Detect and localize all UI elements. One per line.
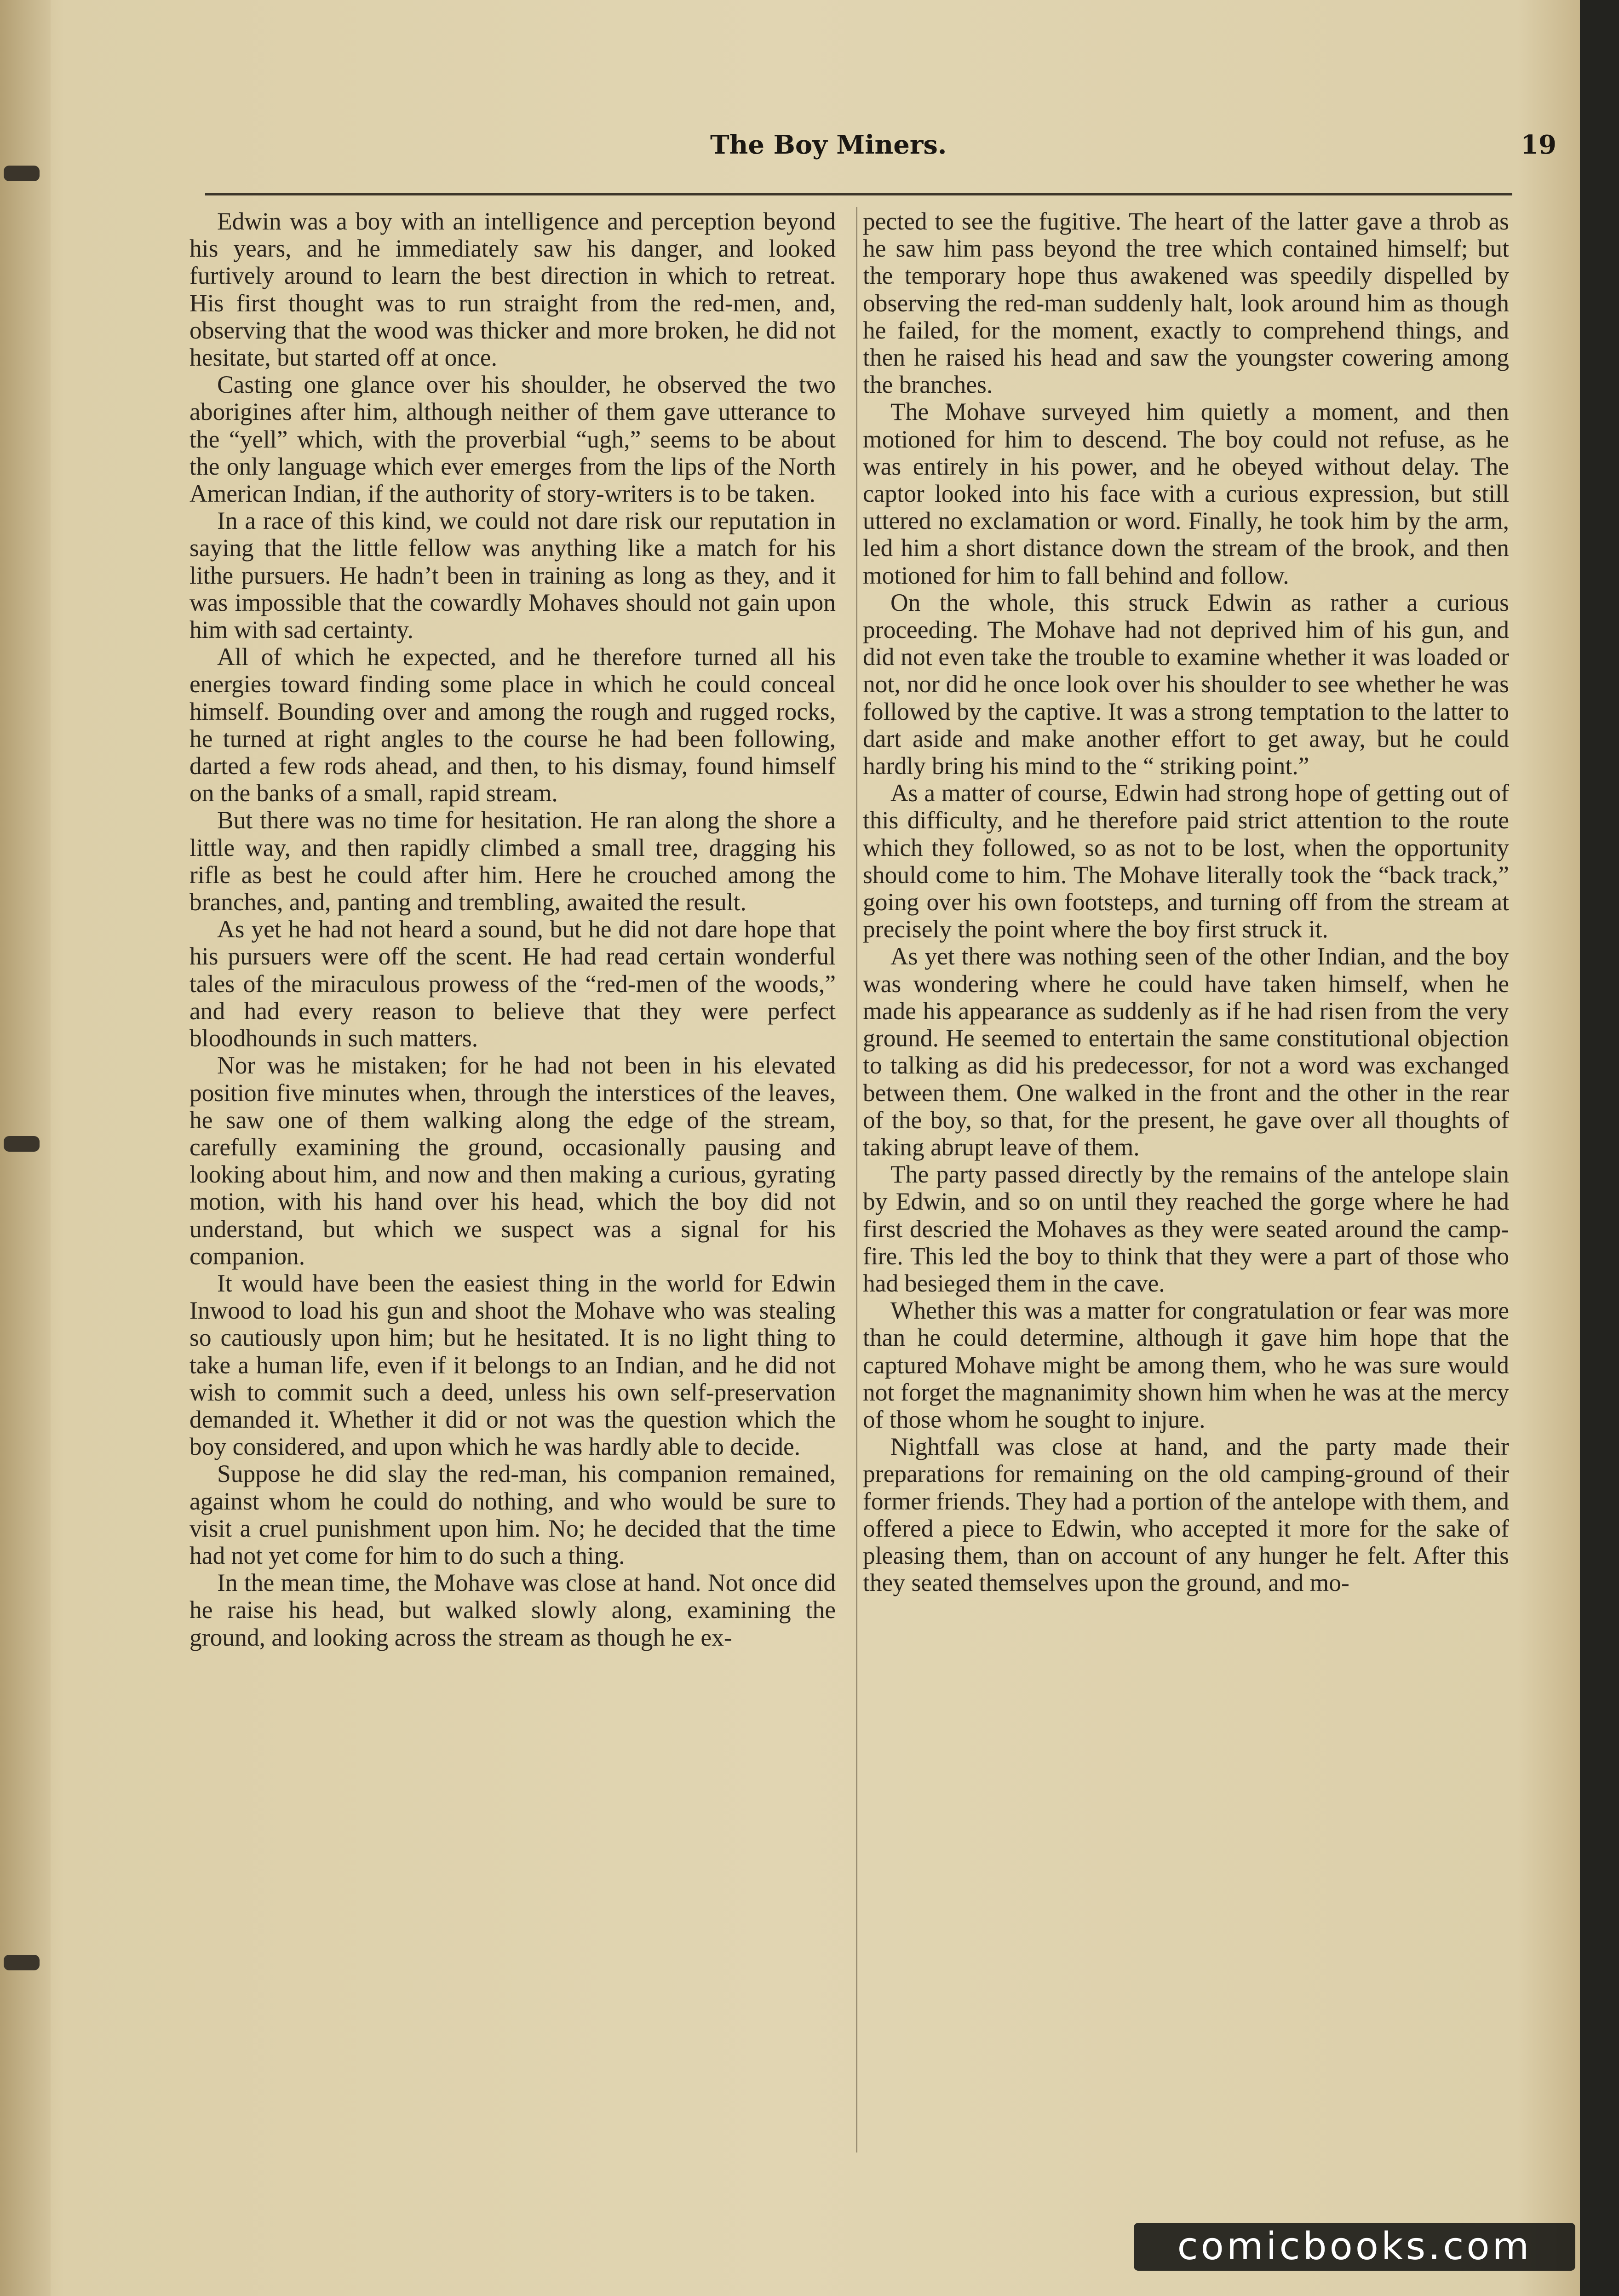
column-divider <box>856 207 857 2152</box>
paragraph: As yet there was nothing seen of the other Indian, and the boy was wondering where he could have taken himself, when he made his appearance as suddenly as if he had risen from the very ground. He seemed to entertain the same constitutional objection to talking as did his predecessor, for not a word was exchanged between them. One walked in the front and the other in the rear of the boy, so that, for the present, he gave over all thoughts of taking abrupt leave of them. <box>863 942 1509 1161</box>
right-column <box>863 208 1509 2186</box>
binding-staple <box>4 1136 40 1152</box>
paragraph: In a race of this kind, we could not dare risk our reputation in saying that the little fellow was anything like a match for his lithe pursuers. He hadn’t been in training as long as they, and it was impossible that the cowardly Mohaves should not gain upon him with sad certainty. <box>189 507 836 644</box>
page-number: 19 <box>1521 130 1556 160</box>
left-column <box>189 208 836 2186</box>
paragraph: On the whole, this struck Edwin as rather a curious proceeding. The Mohave had not deprived him of his gun, and did not even take the trouble to examine whether it was loaded or not, nor did he once look over his shoulder to see whether he was followed by the captive. It was a strong temptation to the latter to dart aside and make another effort to get away, but he could hardly bring his mind to the “ striking point.” <box>863 588 1509 780</box>
binding-staple <box>4 1955 40 1970</box>
paragraph: Nightfall was close at hand, and the party made their preparations for remaining on the old camping-ground of their former friends. They had a portion of the antelope with them, and offered a piece to Edwin, who accepted it more for the sake of pleasing them, than on account of any hunger he felt. After this they seated themselves upon the ground, and mo- <box>863 1433 1509 1597</box>
running-title: The Boy Miners. <box>710 130 947 160</box>
site-watermark: comicbooks.com <box>1134 2223 1575 2271</box>
paragraph: All of which he expected, and he therefore turned all his energies toward finding some place in which he could conceal himself. Bounding over and among the rough and rugged rocks, he turned at right angles to the course he had been following, darted a few rods ahead, and then, to his dismay, found himself on the banks of a small, rapid stream. <box>189 643 836 807</box>
paragraph: The Mohave surveyed him quietly a moment, and then motioned for him to descend. The boy could not refuse, as he was entirely in his power, and he obeyed without delay. The captor looked into his face with a curious expression, but still uttered no exclamation or word. Finally, he took him by the arm, led him a short distance down the stream of the brook, and then motioned for him to fall behind and follow. <box>863 398 1509 589</box>
paragraph: Casting one glance over his shoulder, he observed the two aborigines after him, although neither of them gave utterance to the “yell” which, with the proverbial “ugh,” seems to be about the only language which ever emerges from the lips of the North American Indian, if the authority of story-writers is to be taken. <box>189 371 836 508</box>
paragraph: It would have been the easiest thing in the world for Edwin Inwood to load his gun and shoot the Mohave who was stealing so cautiously upon him; but he hesitated. It is no light thing to take a human life, even if it belongs to an Indian, and he did not wish to commit such a deed, unless his own self-preservation demanded it. Whether it did or not was the question which the boy considered, and upon which he was hardly able to decide. <box>189 1269 836 1461</box>
binding-staple <box>4 166 40 181</box>
paragraph: As yet he had not heard a sound, but he did not dare hope that his pursuers were off the scent. He had read certain wonderful tales of the miraculous prowess of the “red-men of the woods,” and had every reason to believe that they were perfect bloodhounds in such matters. <box>189 915 836 1052</box>
paragraph: The party passed directly by the remains of the antelope slain by Edwin, and so on until they reached the gorge where he had first descried the Mohaves as they were seated around the camp-fire. This led the boy to think that they were a part of those who had besieged them in the cave. <box>863 1160 1509 1297</box>
binding-edge <box>0 0 51 2296</box>
header-rule <box>205 193 1512 195</box>
paragraph: Whether this was a matter for congratulation or fear was more than he could determine, although it gave him hope that the captured Mohave might be among them, who he was sure would not forget the magnanimity shown him when he was at the mercy of those whom he sought to injure. <box>863 1297 1509 1433</box>
paragraph: Suppose he did slay the red-man, his companion remained, against whom he could do nothing, and who would be sure to visit a cruel punishment upon him. No; he decided that the time had not yet come for him to do such a thing. <box>189 1460 836 1569</box>
paragraph: Nor was he mistaken; for he had not been in his elevated position five minutes when, through the interstices of the leaves, he saw one of them walking along the edge of the stream, carefully examining the ground, occasionally pausing and looking about him, and now and then making a curious, gyrating motion, with his hand over his head, which the boy did not understand, but which we suspect was a signal for his companion. <box>189 1051 836 1270</box>
paragraph: But there was no time for hesitation. He ran along the shore a little way, and then rapidly climbed a small tree, dragging his rifle as best he could after him. Here he crouched among the branches, and, panting and trembling, awaited the result. <box>189 806 836 916</box>
paragraph-continuation: pected to see the fugitive. The heart of the latter gave a throb as he saw him pass beyond the tree which contained himself; but the temporary hope thus awakened was speedily dispelled by observing the red-man suddenly halt, look around him as though he failed, for the moment, exactly to comprehend things, and then he raised his head and saw the youngster cowering among the branches. <box>863 207 1509 399</box>
paragraph: As a matter of course, Edwin had strong hope of getting out of this difficulty, and he therefore paid strict attention to the route which they followed, so as not to be lost, when the opportunity should come to him. The Mohave literally took the “back track,” going over his own footsteps, and turning off from the stream at precisely the point where the boy first struck it. <box>863 779 1509 943</box>
running-header <box>710 130 1556 162</box>
paragraph: In the mean time, the Mohave was close at hand. Not once did he raise his head, but walked slowly along, examining the ground, and looking across the stream as though he ex- <box>189 1569 836 1651</box>
paragraph: Edwin was a boy with an intelligence and perception beyond his years, and he immediately saw his danger, and looked furtively around to learn the best direction in which to retreat. His first thought was to run straight from the red-men, and, observing that the wood was thicker and more broken, he did not hesitate, but started off at once. <box>189 207 836 372</box>
